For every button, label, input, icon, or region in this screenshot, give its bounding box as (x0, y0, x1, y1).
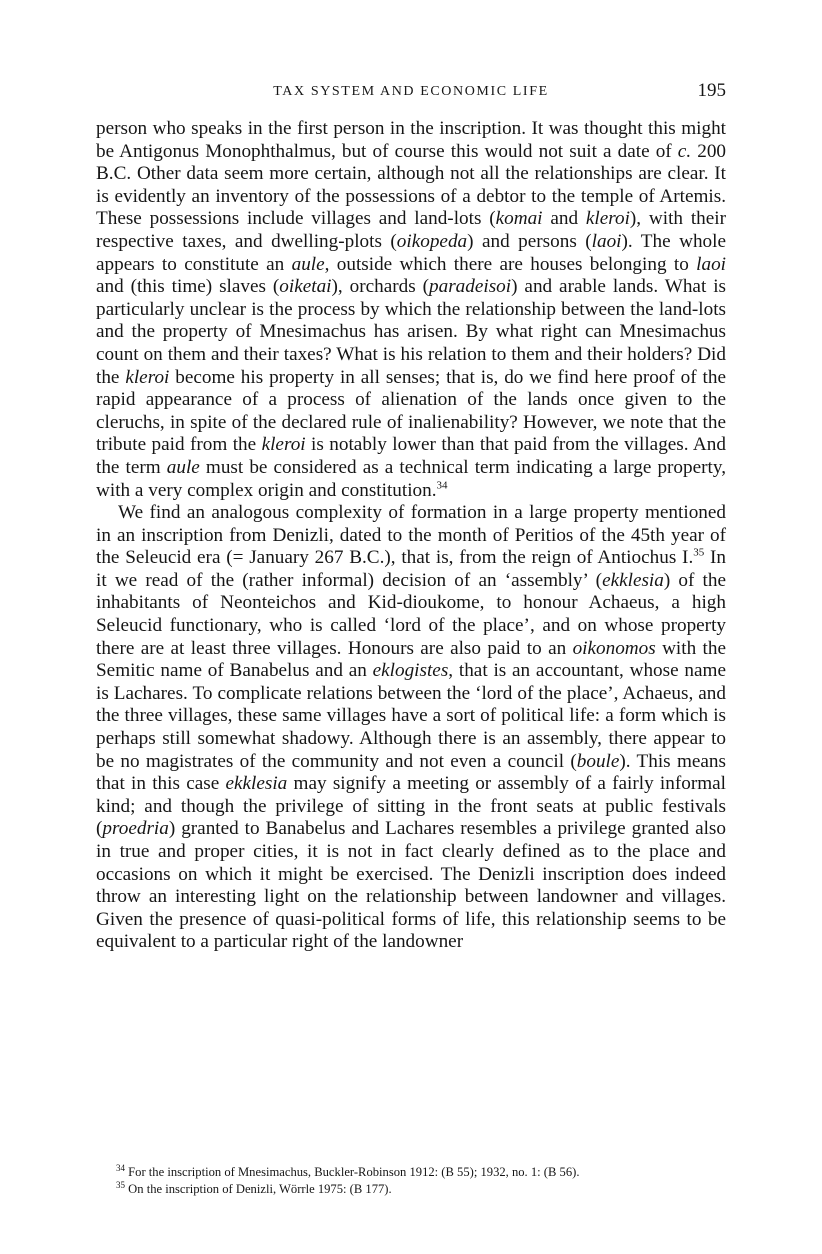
italic-term: paradeisoi (429, 276, 512, 298)
italic-term: oikopeda (396, 230, 468, 252)
text-run: person who speaks in the first person in the inscription. It was thought this might be Antigonus Monophthalmus, but of course this would not suit a date of (96, 118, 726, 162)
italic-term: laoi (696, 253, 726, 275)
italic-term: laoi (591, 230, 622, 252)
italic-term: c. (677, 140, 692, 162)
footnote-text: For the inscription of Mnesimachus, Buckler-Robinson 1912: (B 55); 1932, no. 1: (B 56). (125, 1165, 580, 1179)
italic-term: kleroi (261, 434, 306, 456)
text-run: ) and persons ( (467, 230, 592, 252)
italic-term: oikonomos (572, 637, 656, 659)
footnote-text: On the inscription of Denizli, Wörrle 1975: (B 177). (125, 1182, 392, 1196)
text-run: , that is an accountant, whose name is Lachares. To complicate relations between the ‘lord of the place’, Achaeus, and the three villages, these same villages have a sort of political life: a form which is perhaps still somewhat shadowy. Although there is an assembly, there appear to be no magistrates of the community and not even a council ( (96, 660, 726, 772)
page-number: 195 (697, 80, 726, 101)
text-run: ) and arable lands. What is particularly unclear is the process by which the relationship between the land-lots and the property of Mnesimachus has arisen. By what right can Mnesimachus count on them and their taxes? What is his relation to them and their holders? Did the (96, 276, 726, 388)
italic-term: eklogistes (372, 660, 449, 682)
footnote-ref: 34 (436, 479, 448, 492)
text-run: is notably lower than that paid from the villages. And the term (96, 434, 726, 478)
italic-term: ekklesia (602, 569, 664, 591)
italic-term: kleroi (585, 208, 630, 230)
italic-term: kleroi (125, 366, 170, 388)
text-run: 200 B.C. Other data seem more certain, although not all the relationships are clear. It is evidently an inventory of the possessions of a debtor to the temple of Artemis. These possessions include villages and land-lots ( (96, 140, 727, 230)
italic-term: proedria (102, 818, 169, 840)
footnote-34 (96, 1164, 726, 1181)
text-run: We find an analogous complexity of formation in a large property mentioned in an inscription from Denizli, dated to the month of Peritios of the 45th year of the Seleucid era (= January 267 B.C.), that is, from the reign of Antiochus I. (96, 502, 726, 569)
text-run: ). This means that in this case (96, 750, 726, 795)
italic-term: boule (576, 750, 620, 772)
text-run: ) of the inhabitants of Neonteichos and Kid-dioukome, to honour Achaeus, a high Seleucid functionary, who is called ‘lord of the place’, and on whose property there are at least three villages. Honours are also paid to an (96, 569, 727, 659)
footnote-number: 34 (116, 1162, 125, 1173)
footnotes (96, 1164, 726, 1198)
footnote-35 (96, 1181, 726, 1198)
text-run: become his property in all senses; that is, do we find here proof of the rapid appearance of a process of alienation of the lands once given to the cleruchs, in spite of the declared rule of inalienability? However, we note that the tribute paid from the (96, 366, 726, 456)
text-run: ), with their respective taxes, and dwelling-plots ( (96, 208, 726, 252)
paragraph-2 (96, 502, 726, 954)
paragraph-1 (96, 118, 726, 502)
text-run: must be considered as a technical term indicating a large property, with a very complex origin and constitution. (96, 456, 726, 501)
text-run: ), orchards ( (331, 276, 430, 298)
text-run: ). The whole appears to constitute an (96, 230, 726, 275)
text-run: ) granted to Banabelus and Lachares resembles a privilege granted also in true and proper cities, it is not in fact clearly defined as to the place and occasions on which it might be exercised. The Denizli inscription does indeed throw an interesting light on the relationship between landowner and villages. Given the presence of quasi-political forms of life, this relationship seems to be equivalent to a particular right of the landowner (96, 818, 726, 953)
italic-term: ekklesia (225, 773, 288, 795)
footnote-ref: 35 (693, 546, 705, 559)
running-head: TAX SYSTEM AND ECONOMIC LIFE (273, 84, 549, 99)
italic-term: komai (495, 208, 543, 230)
footnote-number: 35 (116, 1179, 125, 1190)
page-header (96, 80, 726, 106)
body-text (96, 118, 726, 954)
text-run: and (this time) slaves ( (96, 276, 280, 298)
italic-term: aule (291, 253, 325, 275)
text-run: with the Semitic name of Banabelus and an (96, 637, 726, 682)
text-run: In it we read of the (rather informal) decision of an ‘assembly’ ( (96, 547, 727, 591)
italic-term: aule (166, 456, 200, 478)
text-run: may signify a meeting or assembly of a fairly informal kind; and though the privilege of sitting in the front seats at public festivals ( (96, 773, 727, 840)
text-run: , outside which there are houses belonging to (324, 253, 697, 275)
text-run: and (542, 208, 586, 230)
italic-term: oiketai (279, 276, 332, 298)
